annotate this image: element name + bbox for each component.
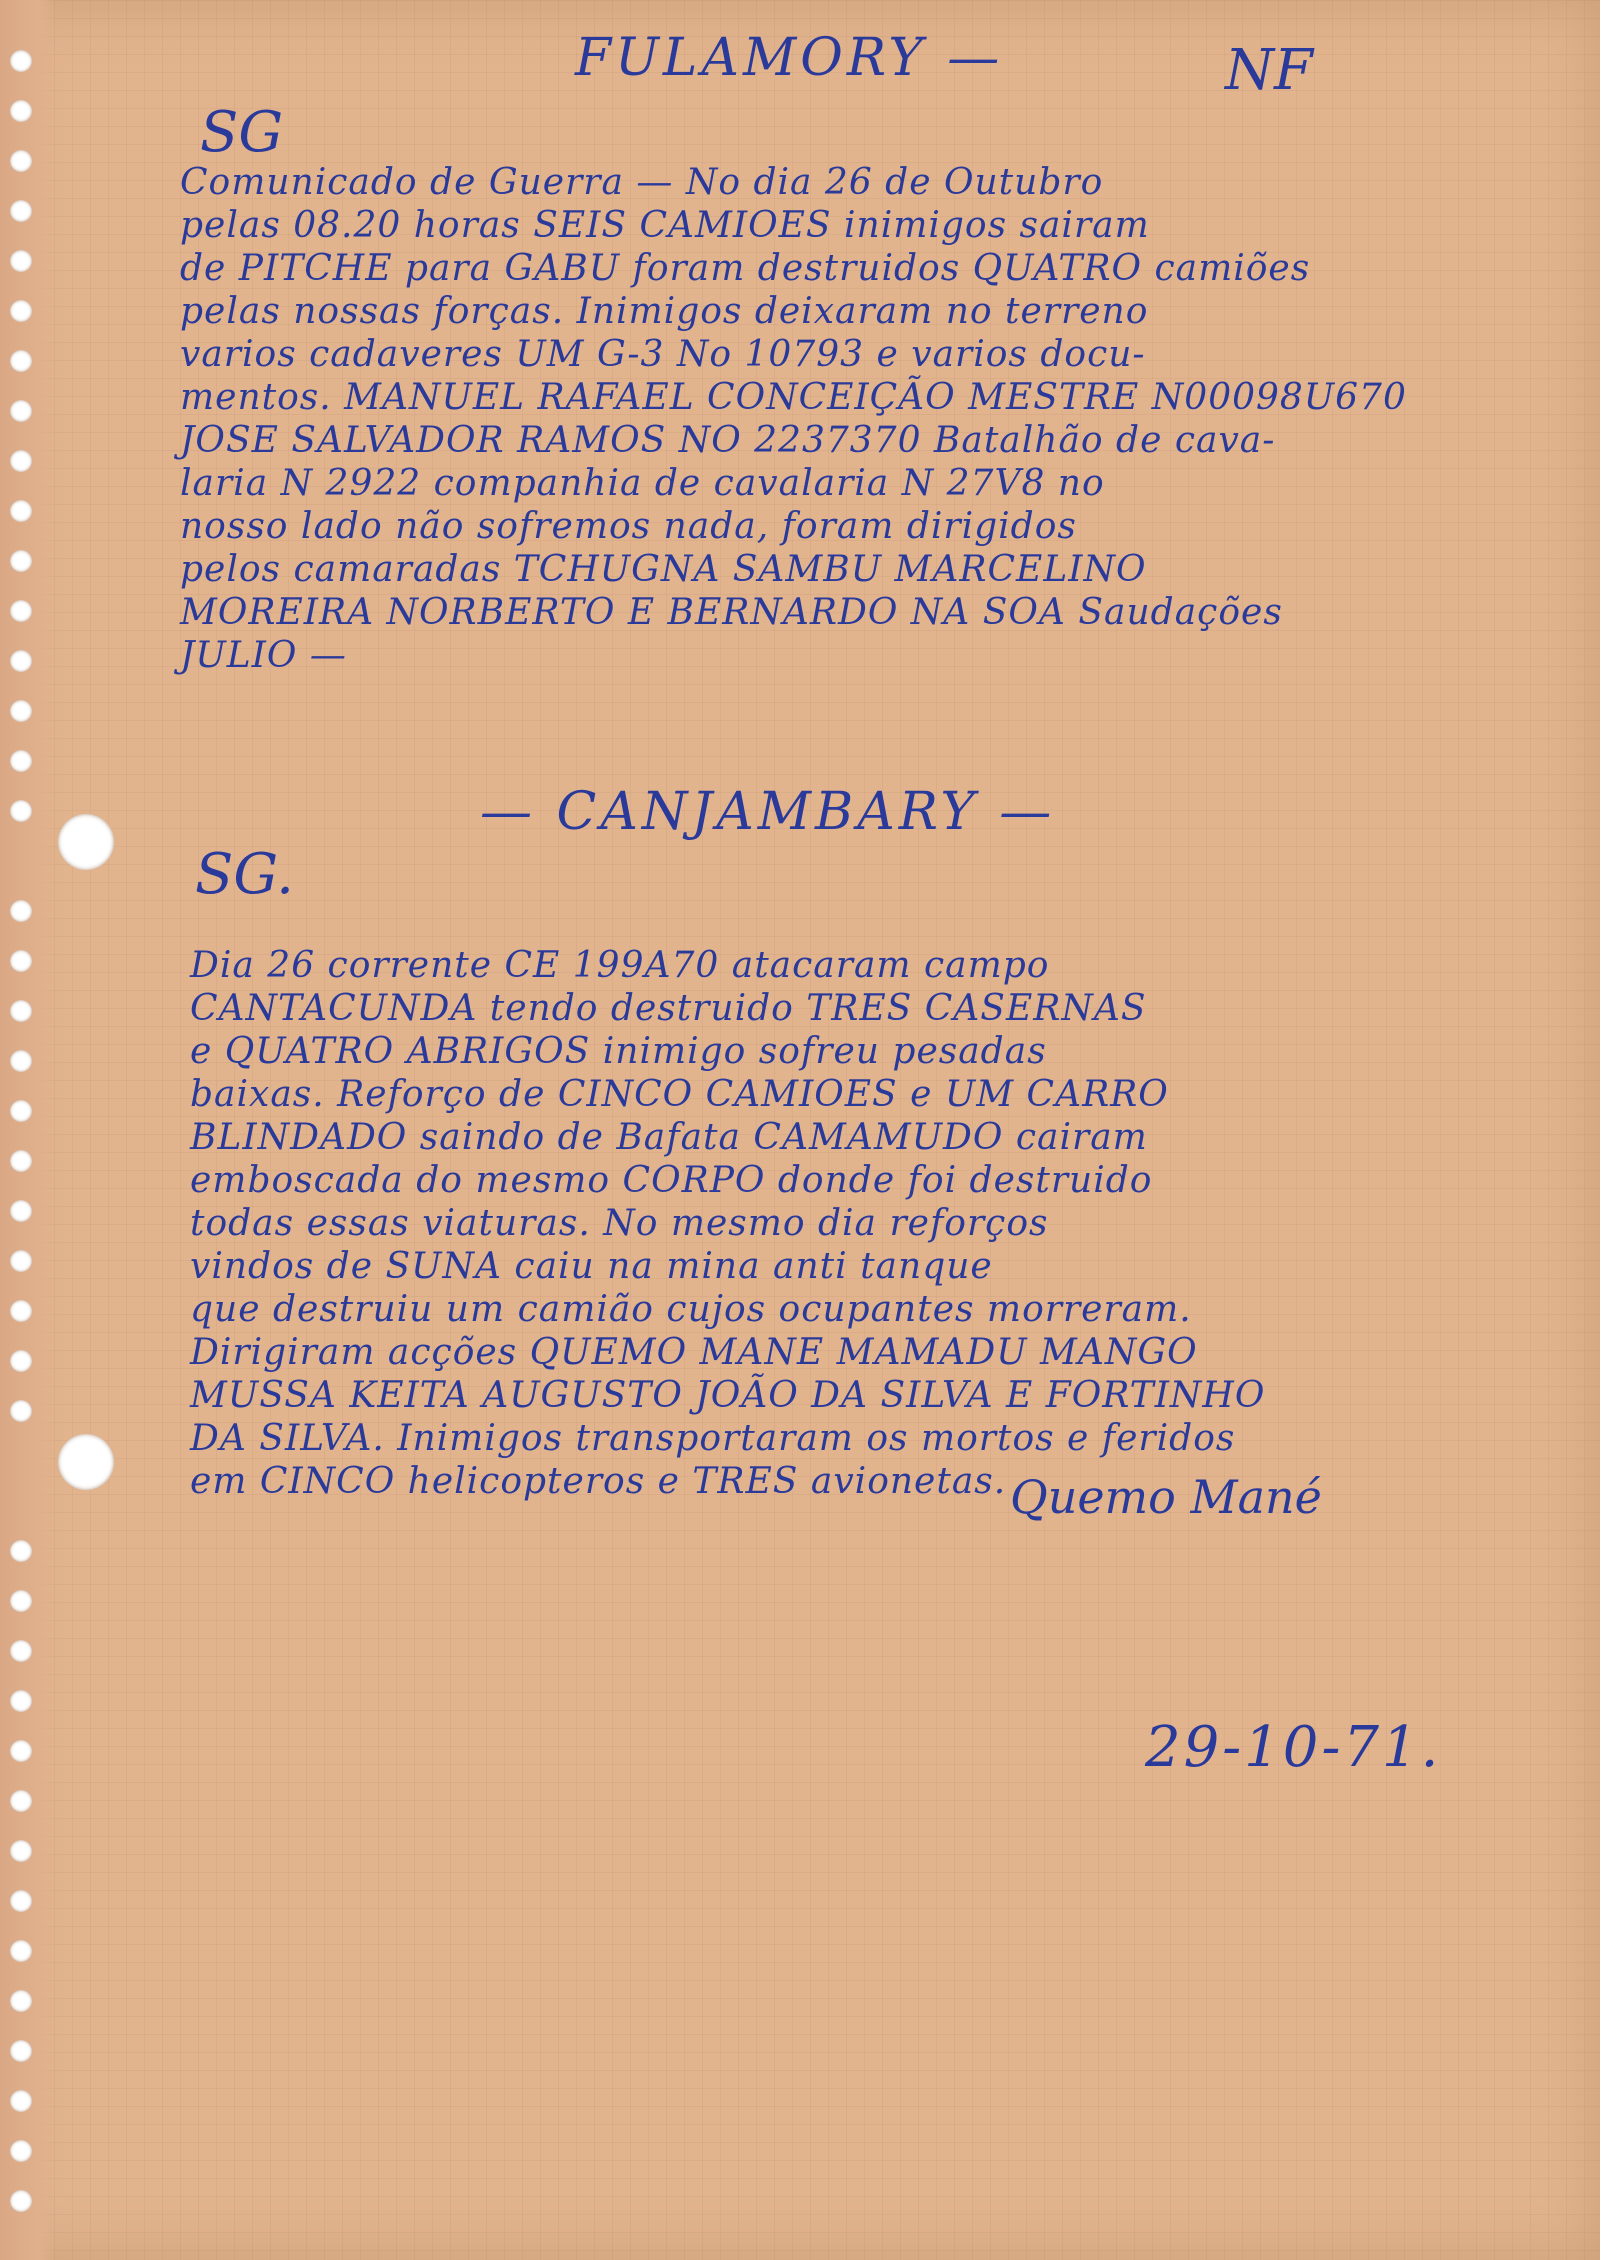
text-line: pelas nossas forças. Inimigos deixaram no terreno [180,291,1149,332]
text-line: BLINDADO saindo de Bafata CAMAMUDO cairam [190,1117,1148,1158]
text-line: todas essas viaturas. No mesmo dia reforços [190,1203,1049,1244]
binder-hole [10,100,32,122]
binder-hole [10,1690,32,1712]
section2-salutation: SG. [195,842,294,907]
section1-salutation: SG [200,100,284,165]
binder-hole [10,1000,32,1022]
binder-hole [10,1740,32,1762]
section1-title: FULAMORY — [575,28,1004,88]
text-line: em CINCO helicopteros e TRES avionetas. [190,1461,1007,1502]
text-line: JOSE SALVADOR RAMOS NO 2237370 Batalhão de cava- [180,420,1276,461]
binder-hole [10,2090,32,2112]
binder-hole [10,650,32,672]
binder-hole [10,950,32,972]
text-line: de PITCHE para GABU foram destruidos QUATRO camiões [180,248,1311,289]
binder-hole [10,1400,32,1422]
text-line: MOREIRA NORBERTO E BERNARDO NA SOA Saudações [180,592,1283,633]
binder-hole [10,1840,32,1862]
binder-hole [10,1890,32,1912]
binder-hole [10,2040,32,2062]
text-line: emboscada do mesmo CORPO donde foi destruido [190,1160,1153,1201]
text-line: varios cadaveres UM G-3 No 10793 e varios docu- [180,334,1146,375]
binder-hole [10,250,32,272]
text-line: nosso lado não sofremos nada, foram dirigidos [180,506,1077,547]
binder-hole [10,1250,32,1272]
binder-hole [10,1200,32,1222]
binder-hole [10,1540,32,1562]
binder-hole [10,400,32,422]
text-line: mentos. MANUEL RAFAEL CONCEIÇÃO MESTRE N00098U670 [180,377,1407,418]
binder-hole [10,300,32,322]
text-line: Dirigiram acções QUEMO MANE MAMADU MANGO [190,1332,1198,1373]
binder-hole [10,1940,32,1962]
binder-hole [10,2140,32,2162]
large-punch-hole [58,814,114,870]
text-line: laria N 2922 companhia de cavalaria N 27V8 no [180,463,1105,504]
text-line: pelas 08.20 horas SEIS CAMIOES inimigos sairam [180,205,1150,246]
text-line: e QUATRO ABRIGOS inimigo sofreu pesadas [190,1031,1047,1072]
binder-hole [10,1590,32,1612]
binder-hole [10,1790,32,1812]
binder-hole [10,1350,32,1372]
text-line: DA SILVA. Inimigos transportaram os mortos e feridos [190,1418,1236,1459]
binder-hole [10,600,32,622]
binder-hole [10,1640,32,1662]
binder-hole [10,1050,32,1072]
text-line: Comunicado de Guerra — No dia 26 de Outubro [180,162,1104,203]
text-line: pelos camaradas TCHUGNA SAMBU MARCELINO [180,549,1147,590]
corner-mark: NF [1225,38,1313,103]
text-line: JULIO — [180,635,347,676]
binder-hole [10,50,32,72]
text-line: que destruiu um camião cujos ocupantes morreram. [190,1289,1192,1330]
binder-hole [10,150,32,172]
binding-strip [0,0,55,2260]
binder-hole [10,1300,32,1322]
signature: Quemo Mané [1010,1470,1322,1524]
binder-hole [10,800,32,822]
binder-hole [10,200,32,222]
binder-hole [10,750,32,772]
binder-hole [10,700,32,722]
section2-title: — CANJAMBARY — [480,782,1056,842]
binder-hole [10,1990,32,2012]
binder-hole [10,1100,32,1122]
binder-hole [10,2190,32,2212]
text-line: vindos de SUNA caiu na mina anti tanque [190,1246,993,1287]
document-date: 29-10-71. [1145,1715,1442,1780]
binder-hole [10,550,32,572]
binder-hole [10,500,32,522]
text-line: CANTACUNDA tendo destruido TRES CASERNAS [190,988,1147,1029]
binder-hole [10,1150,32,1172]
large-punch-hole [58,1434,114,1490]
binder-hole [10,350,32,372]
binder-hole [10,900,32,922]
text-line: Dia 26 corrente CE 199A70 atacaram campo [190,945,1050,986]
text-line: baixas. Reforço de CINCO CAMIOES e UM CARRO [190,1074,1169,1115]
binder-hole [10,450,32,472]
text-line: MUSSA KEITA AUGUSTO JOÃO DA SILVA E FORTINHO [190,1375,1266,1416]
